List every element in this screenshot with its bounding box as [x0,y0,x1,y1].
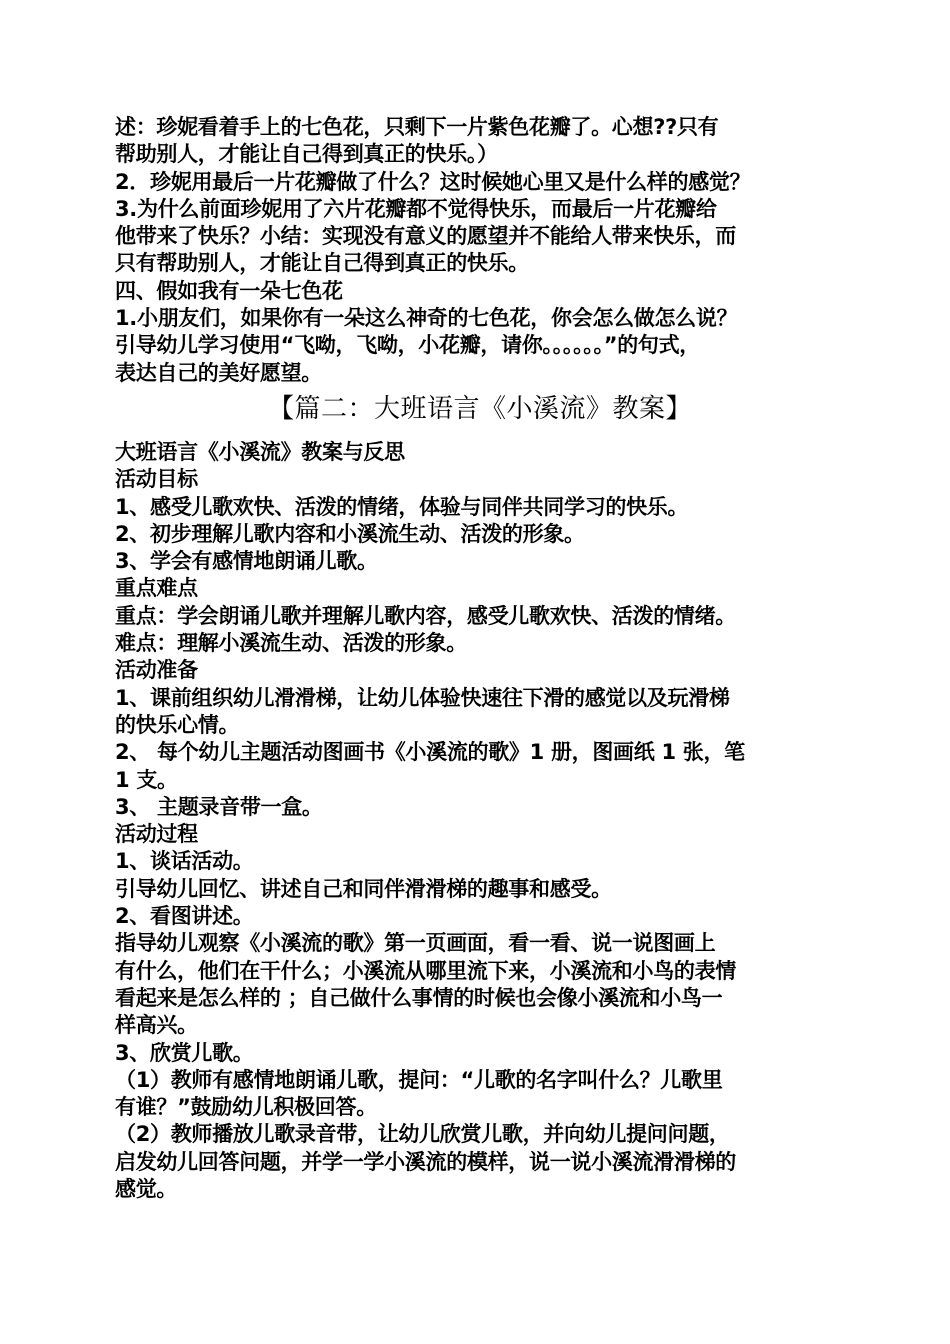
text-line: 他带来了快乐？小结：实现没有意义的愿望并不能给人带来快乐，而 [115,224,736,249]
text-line: 感觉。 [115,1176,178,1201]
text-line: 重点难点 [115,576,198,601]
text-line: 帮助别人，才能让自己得到真正的快乐。） [115,142,498,167]
text-line: 四、假如我有一朵七色花 [115,278,343,303]
text-line: 样高兴。 [115,1013,198,1038]
text-line: 3、欣赏儿歌。 [115,1040,254,1065]
text-line: 的快乐心情。 [115,712,240,737]
text-line: 看起来是怎么样的 ；自己做什么事情的时候也会像小溪流和小鸟一 [115,985,723,1010]
text-line: 难点：理解小溪流生动、活泼的形象。 [115,631,467,656]
text-line: （2）教师播放儿歌录音带，让幼儿欣赏儿歌，并向幼儿提问问题， [115,1122,730,1147]
text-line: 3、 主题录音带一盒。 [115,794,323,819]
text-line: 述：珍妮看着手上的七色花，只剩下一片紫色花瓣了。心想??只有 [115,115,719,139]
text-line: 有谁？”鼓励幼儿积极回答。 [115,1095,377,1120]
text-line: 1.小朋友们，如果你有一朵这么神奇的七色花，你会怎么做怎么说？ [115,306,738,331]
text-line: 活动目标 [115,467,198,492]
text-line: 1、课前组织幼儿滑滑梯，让幼儿体验快速往下滑的感觉以及玩滑梯 [115,685,730,710]
text-line: 3.为什么前面珍妮用了六片花瓣都不觉得快乐，而最后一片花瓣给 [115,196,717,221]
text-line: 大班语言《小溪流》教案与反思 [115,439,405,464]
text-block-part1 [115,114,845,387]
text-line: 重点：学会朗诵儿歌并理解儿歌内容，感受儿歌欢快、活泼的情绪。 [115,603,736,628]
text-line: 1 支。 [115,767,178,792]
text-line: 表达自己的美好愿望。 [115,360,322,385]
text-line: 活动准备 [115,658,198,683]
text-line: 启发幼儿回答问题，并学一学小溪流的模样，说一说小溪流滑滑梯的 [115,1149,736,1174]
text-line: （1）教师有感情地朗诵儿歌，提问：“儿歌的名字叫什么？儿歌里 [115,1067,723,1092]
text-line: 2、初步理解儿歌内容和小溪流生动、活泼的形象。 [115,521,585,546]
text-line: 1、感受儿歌欢快、活泼的情绪，体验与同伴共同学习的快乐。 [115,494,689,519]
text-line: 3、学会有感情地朗诵儿歌。 [115,549,378,574]
text-block-part2 [115,439,845,1203]
text-line: 指导幼儿观察《小溪流的歌》第一页画面，看一看、说一说图画上 [115,931,716,956]
text-line: 引导幼儿回忆、讲述自己和同伴滑滑梯的趣事和感受。 [115,876,612,901]
text-line: 活动过程 [115,822,198,847]
text-line: 2、 每个幼儿主题活动图画书《小溪流的歌》1 册，图画纸 1 张，笔 [115,740,745,765]
text-line: 1、谈话活动。 [115,849,254,874]
section-title: 【篇二：大班语言《小溪流》教案】 [267,393,692,424]
text-line: 有什么，他们在干什么；小溪流从哪里流下来，小溪流和小鸟的表情 [115,958,736,983]
text-line: 2．珍妮用最后一片花瓣做了什么？这时候她心里又是什么样的感觉？ [115,169,751,194]
text-line: 只有帮助别人，才能让自己得到真正的快乐。 [115,251,529,276]
document-page [115,114,845,1203]
text-line: 引导幼儿学习使用“飞呦，飞呦，小花瓣，请你。。。。。。”的句式， [115,333,701,358]
text-line: 2、看图讲述。 [115,904,254,929]
